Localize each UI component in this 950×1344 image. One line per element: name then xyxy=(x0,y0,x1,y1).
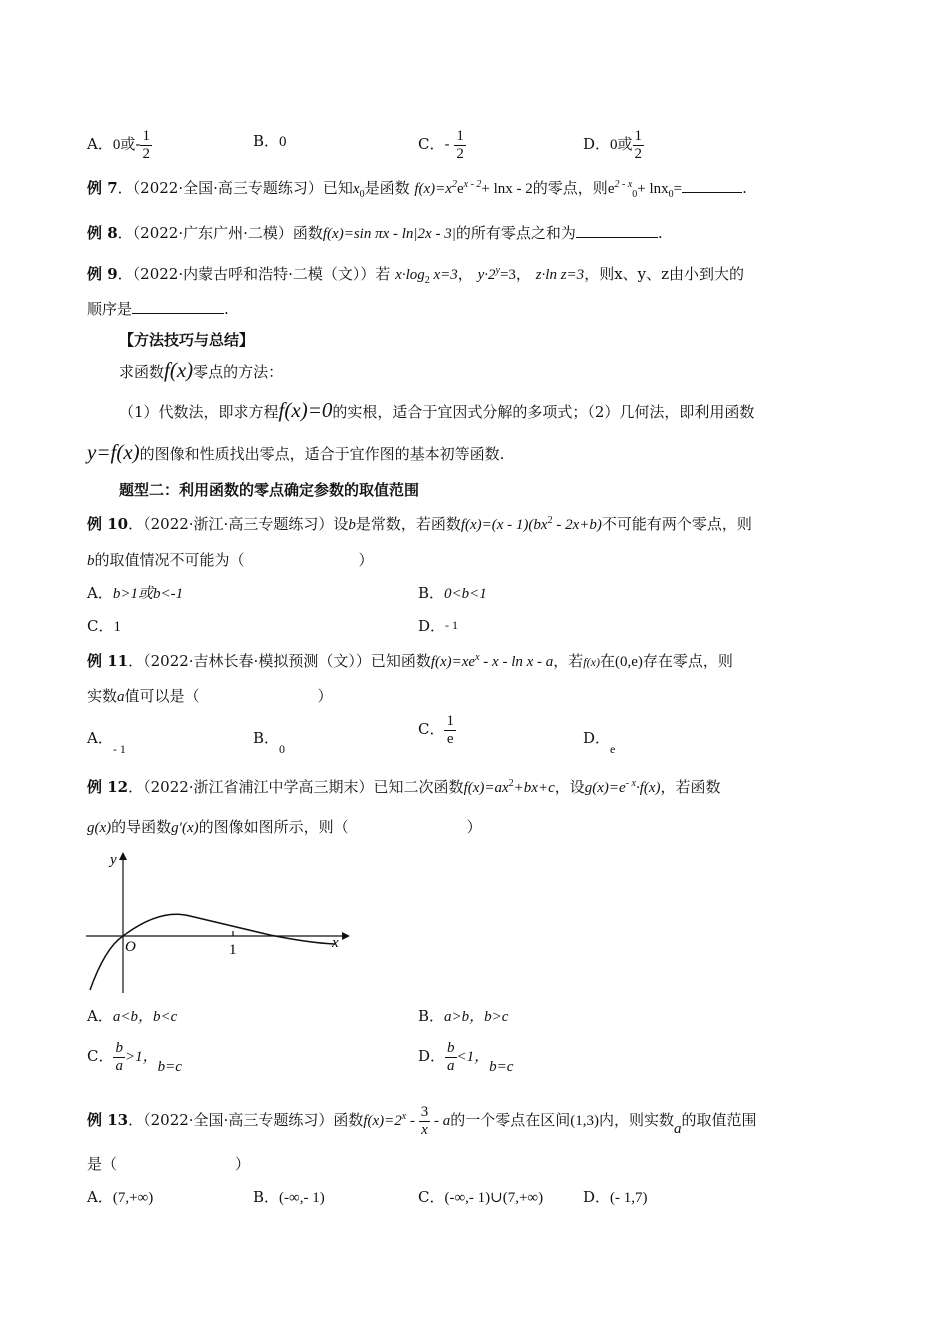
x-axis-label: x xyxy=(332,935,339,951)
derivative-graph xyxy=(80,848,360,998)
ex12-option-b[interactable]: B．a>b，b>c xyxy=(418,1007,509,1025)
ex10-option-c[interactable]: C．1 xyxy=(87,617,121,635)
tick-label: 1 xyxy=(229,942,237,958)
q6-option-b[interactable]: B．0 xyxy=(253,132,287,150)
x-axis-arrow xyxy=(342,932,350,940)
example-9-line2: 顺序是 . xyxy=(87,300,229,318)
ex12-option-c[interactable]: C． $\frac{b}{a}$ >1，b=c xyxy=(87,1040,182,1075)
ex13-option-b[interactable]: B．(-∞,- 1) xyxy=(253,1188,325,1206)
example-10: 例 10．（2022·浙江·高三专题练习）设b是常数，若函数$f(x)=(x - 1)(bx^2 - 2x+b)$不可能有两个零点，则 xyxy=(87,515,752,533)
ex11-option-b[interactable]: B．$_0$ xyxy=(253,729,286,756)
ex13-option-c[interactable]: C．(-∞,- 1)∪(7,+∞) xyxy=(418,1188,544,1206)
example-11-line2: 实数a值可以是（ ） xyxy=(87,687,333,705)
answer-blank[interactable] xyxy=(132,299,224,314)
summary-heading: 【方法技巧与总结】 xyxy=(119,331,255,349)
example-12-line2: g(x)的导函数g′(x)的图像如图所示，则（ ） xyxy=(87,818,482,836)
y-axis-label: y xyxy=(110,852,117,868)
ex11-option-c[interactable]: C． $\frac{1}{e}$ xyxy=(418,713,454,747)
q6-option-a[interactable]: A．0或- $\frac{1}{2}$ xyxy=(87,128,150,162)
example-12: 例 12．（2022·浙江省浦江中学高三期末）已知二次函数$f(x)=ax^2+bx+c$，设$g(x)=e^{- x}\cdot f(x)$，若函数 xyxy=(87,778,721,796)
q6-option-c[interactable]: C．- $\frac{1}{2}$ xyxy=(418,128,464,162)
answer-blank[interactable] xyxy=(682,178,742,193)
example-11: 例 11．（2022·吉林长春·模拟预测（文））已知函数$f(x)=xe^x - x - \ln x - a$，若f(x)在(0,e)存在零点，则 xyxy=(87,652,733,670)
ex12-option-d[interactable]: D． $\frac{b}{a}$ <1，b=c xyxy=(418,1040,514,1075)
section-heading: 题型二：利用函数的零点确定参数的取值范围 xyxy=(119,481,420,499)
ex11-option-d[interactable]: D．$_e$ xyxy=(583,729,616,756)
summary-paragraph-line1: （1）代数法，即求方程f(x)=0的实根，适合于宜因式分解的多项式；（2）几何法，即利用函数 xyxy=(119,398,755,422)
answer-blank[interactable] xyxy=(576,223,658,238)
q6-option-d[interactable]: D．0或 $\frac{1}{2}$ xyxy=(583,128,643,162)
example-8: 例 8．（2022·广东广州·二模）函数f(x)=sin πx - ln|2x - 3|的所有零点之和为 . xyxy=(87,224,663,242)
ex10-option-a[interactable]: A．b>1或b<-1 xyxy=(87,584,184,602)
y-axis-arrow xyxy=(119,852,127,860)
summary-paragraph-line2: y=f(x)的图像和性质找出零点，适合于宜作图的基本初等函数. xyxy=(87,440,505,464)
ex10-option-b[interactable]: B．0<b<1 xyxy=(418,584,487,602)
example-7: 例 7．（2022·全国·高三专题练习）已知$x_0$是函数 $f(x)=x^2e^{x - 2}+ \ln x - 2$的零点，则$e^{2 - x}_0+ \ln x_0=$ . xyxy=(87,179,747,200)
example-13-line2: 是（ ） xyxy=(87,1155,251,1173)
example-13: 例 13．（2022·全国·高三专题练习）函数$f(x)=2^x$ - $\frac{3}{x}$ - a的一个零点在区间(1,3)内，则实数a的取值范围 xyxy=(87,1104,757,1138)
example-10-line2: b的取值情况不可能为（ ） xyxy=(87,551,374,569)
example-9: 例 9．（2022·内蒙古呼和浩特·二模（文））若 $x\cdot\log_2$ x=3， $y\cdot 2^y=3$， z·ln z=3，则x、y、z由小到大的 xyxy=(87,265,745,286)
ex12-option-a[interactable]: A．a<b，b<c xyxy=(87,1007,178,1025)
formula: f(x)=sin πx - ln|2x - 3| xyxy=(322,226,456,242)
ex10-option-d[interactable]: D．- 1 xyxy=(418,617,459,635)
summary-intro: 求函数f(x)零点的方法： xyxy=(119,358,284,382)
ex13-option-d[interactable]: D．(- 1,7) xyxy=(583,1188,648,1206)
origin-label: O xyxy=(125,939,136,955)
ex11-option-a[interactable]: A．$_{- 1}$ xyxy=(87,729,126,756)
ex13-option-a[interactable]: A．(7,+∞) xyxy=(87,1188,154,1206)
